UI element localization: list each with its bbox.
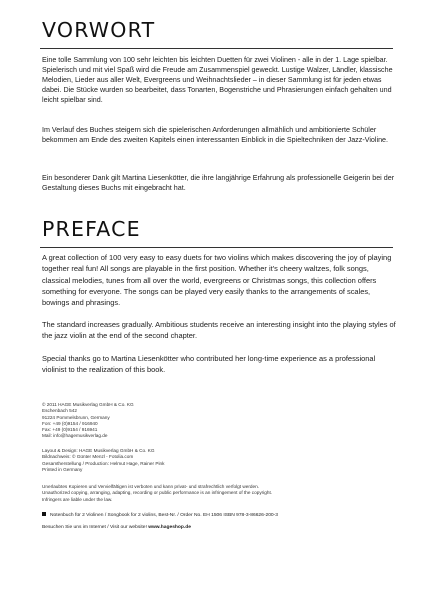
address-line: © 2011 HAGE Musikverlag GmbH & Co. KG: [42, 402, 134, 407]
address-line: Eschenbach 542: [42, 408, 77, 414]
copyright-notice: [42, 484, 402, 503]
legal-line: Unerlaubtes Kopieren und Vervielfältigen ist verboten und kann privat- und strafrechtlich verfolgt werden.: [42, 484, 260, 489]
credit-line: Gesamtherstellung / Production: Helmut Hage, Rainer Pink: [42, 460, 165, 466]
address-line: Mail: info@hagemusikverlag.de: [42, 433, 108, 439]
preface-rule: [40, 247, 393, 248]
address-line: Fon: +49 (0)9154 / 916940: [42, 420, 98, 426]
order-info: [42, 512, 402, 519]
vorwort-title: VORWORT: [42, 18, 156, 42]
preface-title: PREFACE: [42, 217, 141, 241]
publisher-address: [42, 402, 402, 440]
website-prompt: Besuchen Sie uns im Internet / Visit our website!: [42, 525, 149, 530]
address-line: 91224 Pommelsbrunn, Germany: [42, 414, 110, 420]
legal-line: Unauthorized copying, arranging, adapting, recording or public performance is an infringement of the copyright.: [42, 490, 273, 496]
vorwort-paragraph-2: Im Verlauf des Buches steigern sich die spielerischen Anforderungen allmählich und ambitionierte Schüler bekommen am Ende des zweiten Kapitels einen interessanten Einblick in die Spieltechniken der Jazz-Violine.: [42, 126, 388, 144]
address-line: Fax: +49 (0)9154 / 916941: [42, 427, 98, 432]
square-bullet-icon: [42, 512, 46, 516]
vorwort-rule: [40, 48, 393, 49]
credit-line: Printed in Germany: [42, 466, 83, 472]
production-credits: [42, 448, 402, 473]
preface-paragraph-3: Special thanks go to Martina Liesenkötter who contributed her long-time experience as a professional violinist to the realization of this book.: [42, 354, 376, 375]
vorwort-paragraph-3: Ein besonderer Dank gilt Martina Liesenkötter, die ihre langjährige Erfahrung als professionelle Geigerin bei der Gestaltung dieses Buchs mit eingebracht hat.: [42, 174, 395, 192]
vorwort-paragraph-1: Eine tolle Sammlung von 100 sehr leichten bis leichten Duetten für zwei Violinen - alle in der 1. Lage spielbar. Spielerisch und mit viel Spaß wird die Freude am Zusammenspiel geweckt. Lustige Walzer, Ländler, klassische Melodien, Lieder aus aller Welt, Evergreens und Weihnachtslieder – in dieser Sammlung ist für jeden etwas dabei. Die Stücke wurden so bearbeitet, dass Tonarten, Bogenstriche und Phrasierungen einfach gehalten und leicht spielbar sind.: [42, 56, 393, 104]
website-line: [42, 525, 402, 531]
credit-line: Bildnachweis: © Günter Menzl - Fotolia.com: [42, 454, 134, 460]
website-link[interactable]: www.hageshop.de: [148, 525, 191, 530]
legal-line: Infringers are liable under the law.: [42, 496, 113, 502]
credit-line: Layout & Design: HAGE Musikverlag GmbH & Co. KG: [42, 448, 155, 453]
preface-paragraph-1: A great collection of 100 very easy to easy duets for two violins which makes discovering the joy of playing together real fun! All songs are playable in the first position. Whether it's cheery waltzes, folk songs, classical melodies, tunes from all over the world, evergreens or Christmas songs, this collection offers something for everyone. The songs can be played very easily thanks to the arrangements of scales, bowings and phrasings.: [42, 253, 392, 308]
preface-paragraph-2: The standard increases gradually. Ambitious students receive an interesting insight into the playing styles of the jazz violin at the end of the second chapter.: [42, 320, 396, 341]
order-info-text: Notenbuch für 2 Violinen / Songbook for 2 violins, Best-Nr. / Order No. EH 1506 ISBN 978-3-86626-200-3: [50, 513, 278, 518]
